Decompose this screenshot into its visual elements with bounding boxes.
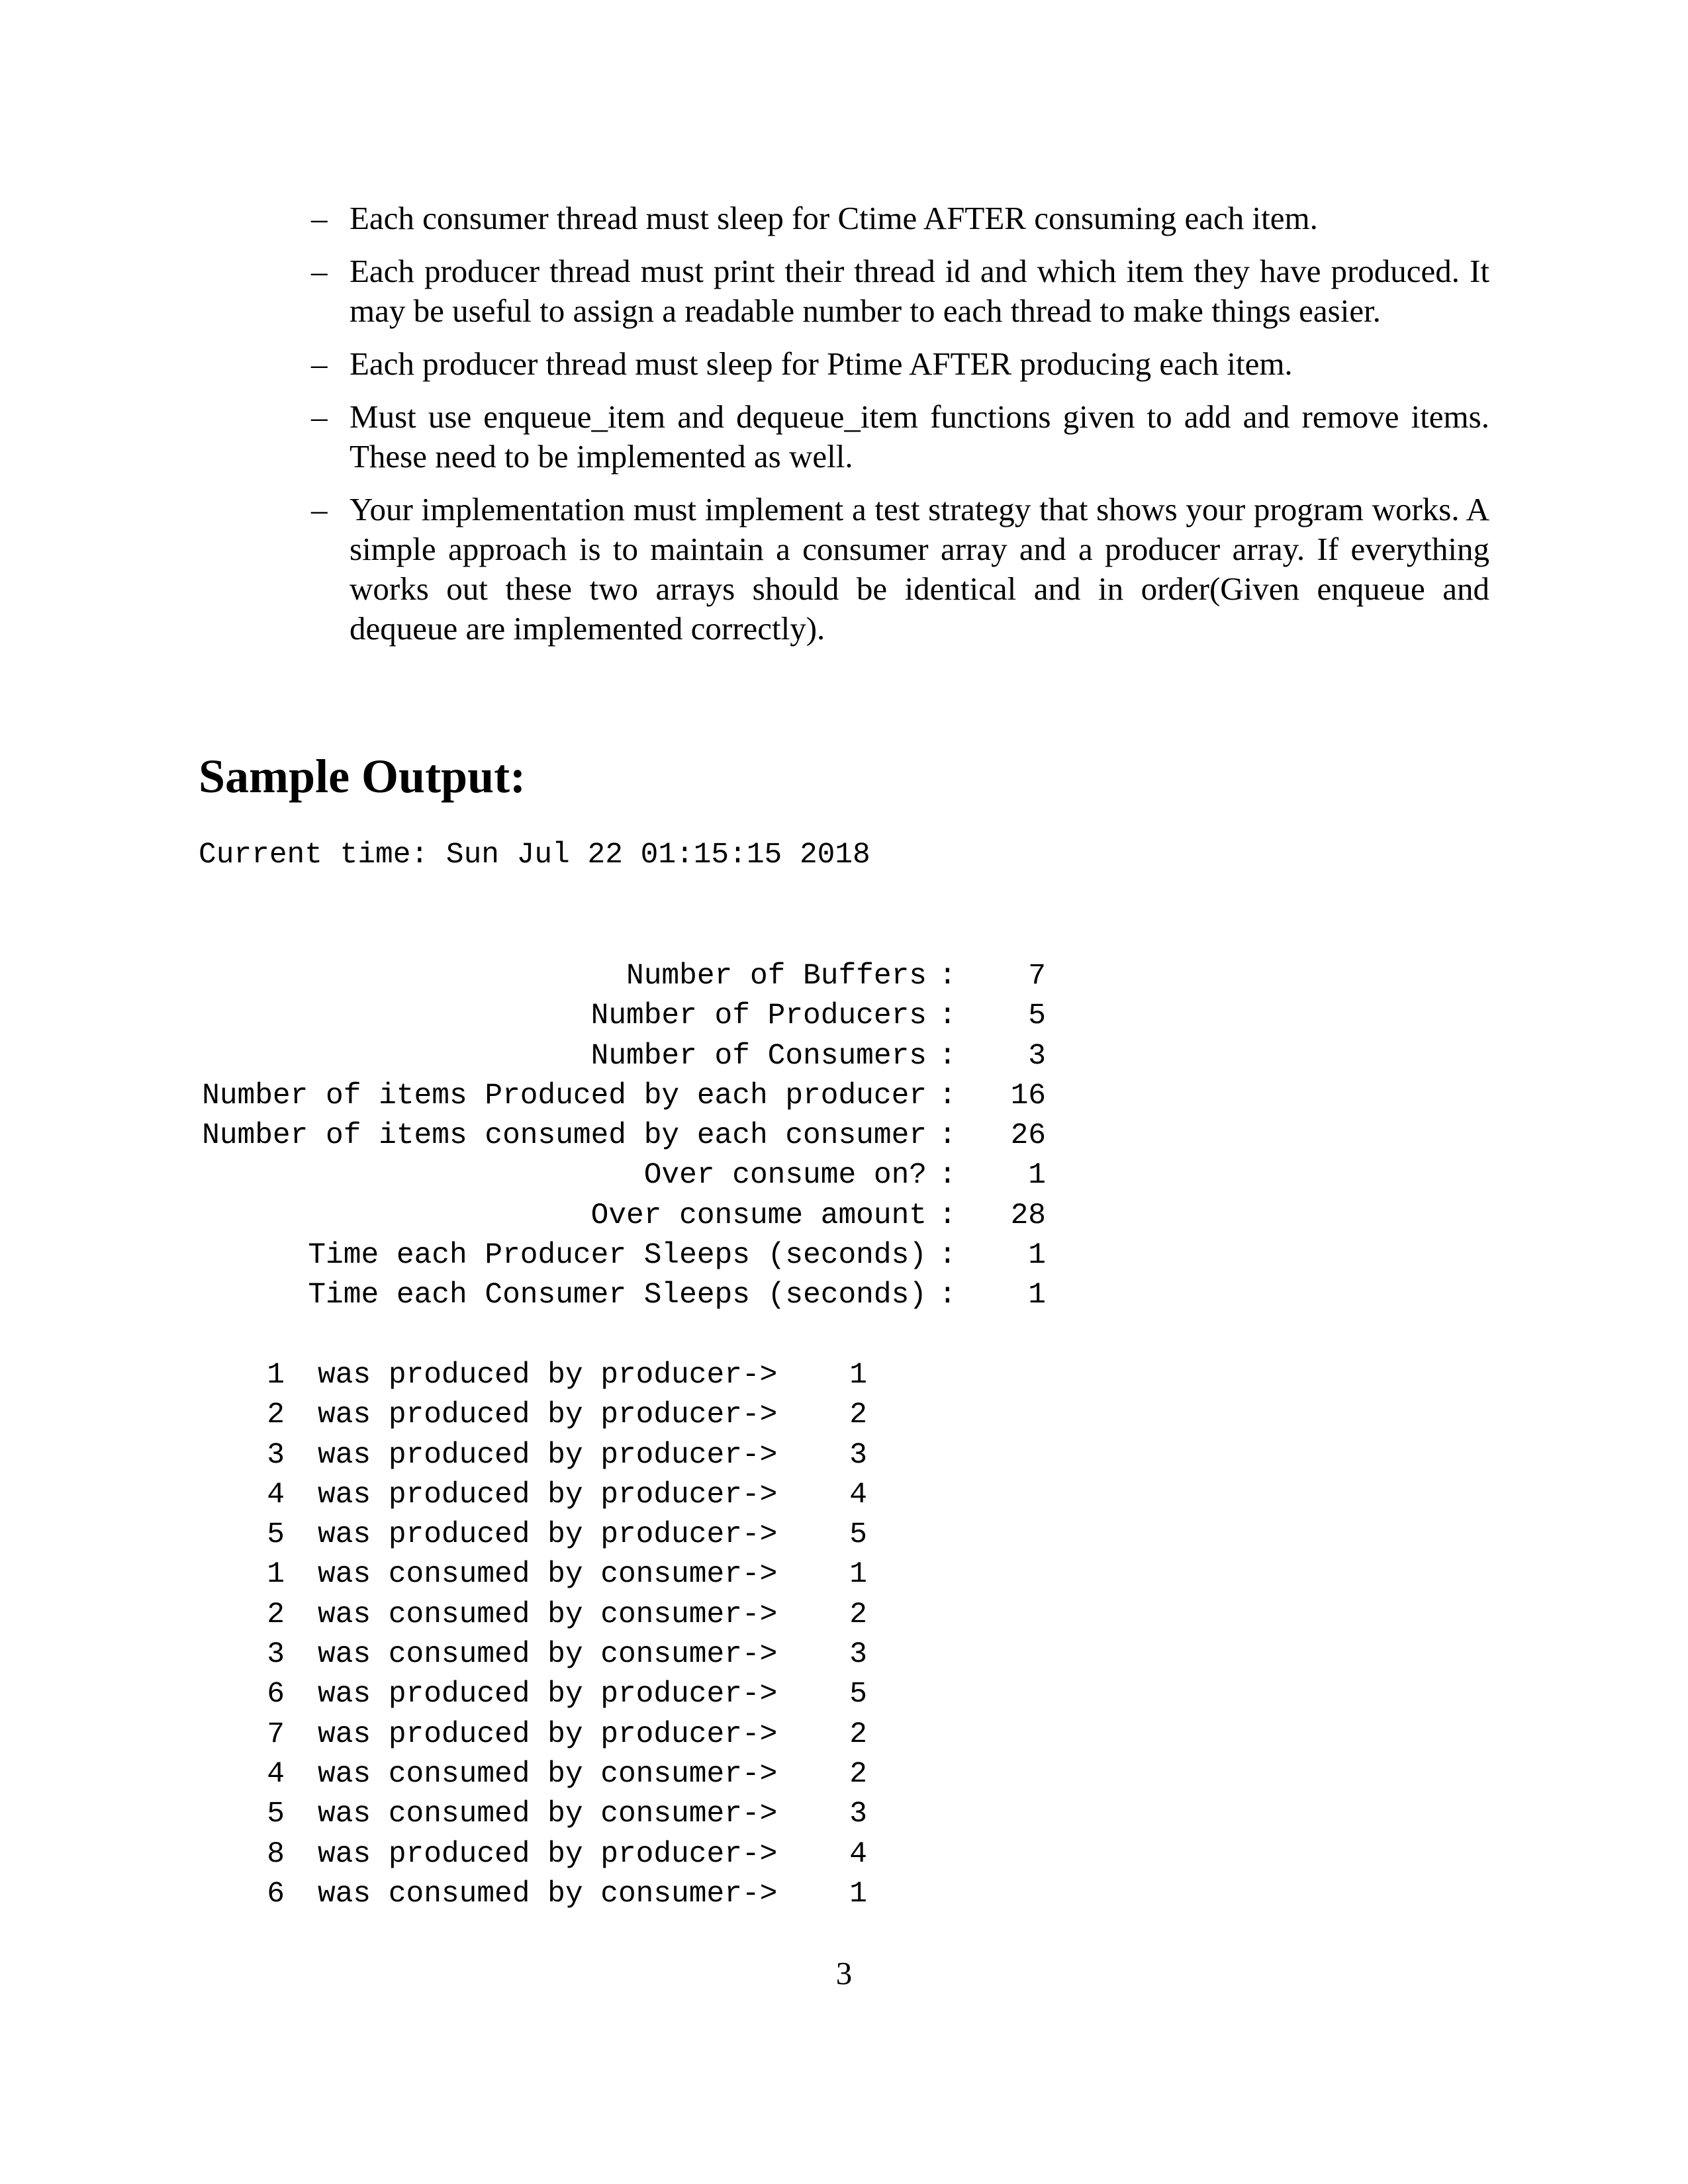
bullet-dash: – <box>311 345 328 382</box>
bullet-item <box>311 490 1489 649</box>
log-item-number: 3 <box>267 1638 285 1672</box>
setting-colon: : <box>939 960 957 993</box>
log-item-number: 3 <box>267 1438 285 1472</box>
setting-value: 1 <box>1028 1159 1046 1193</box>
setting-colon: : <box>939 1159 957 1193</box>
log-item-number: 8 <box>267 1837 285 1871</box>
log-thread-id: 1 <box>849 1359 867 1392</box>
log-item-number: 2 <box>267 1398 285 1432</box>
log-message: was produced by producer-> <box>318 1438 778 1472</box>
log-thread-id: 2 <box>849 1717 867 1751</box>
bullet-item <box>311 344 1489 384</box>
bullet-dash: – <box>311 253 328 289</box>
setting-label: Time each Producer Sleeps (seconds) <box>308 1239 927 1273</box>
setting-value: 5 <box>1028 999 1046 1033</box>
log-thread-id: 2 <box>849 1757 867 1791</box>
log-item-number: 4 <box>267 1478 285 1512</box>
log-thread-id: 2 <box>849 1398 867 1432</box>
log-item-number: 7 <box>267 1717 285 1751</box>
log-thread-id: 5 <box>849 1678 867 1711</box>
setting-value: 28 <box>1010 1199 1046 1232</box>
log-message: was produced by producer-> <box>318 1678 778 1711</box>
requirements-list <box>311 199 1489 662</box>
log-thread-id: 3 <box>849 1638 867 1672</box>
log-thread-id: 2 <box>849 1598 867 1631</box>
log-item-number: 1 <box>267 1359 285 1392</box>
log-message: was produced by producer-> <box>318 1359 778 1392</box>
setting-value: 16 <box>1010 1079 1046 1113</box>
setting-label: Time each Consumer Sleeps (seconds) <box>308 1279 927 1312</box>
log-thread-id: 1 <box>849 1877 867 1911</box>
log-item-number: 2 <box>267 1598 285 1631</box>
bullet-text: Your implementation must implement a test strategy that shows your program works. A simple approach is to maintain a consumer array and a producer array. If everything works out these two arrays should be identical and in order(Given enqueue and dequeue are implemented correctly). <box>350 491 1489 647</box>
page-number: 3 <box>835 1955 853 1991</box>
log-thread-id: 4 <box>849 1837 867 1871</box>
setting-colon: : <box>939 1039 957 1073</box>
log-thread-id: 4 <box>849 1478 867 1512</box>
setting-label: Number of Buffers <box>626 960 927 993</box>
setting-colon: : <box>939 1119 957 1153</box>
setting-label: Number of items Produced by each producer <box>202 1079 927 1113</box>
setting-colon: : <box>939 1279 957 1312</box>
log-message: was produced by producer-> <box>318 1837 778 1871</box>
setting-value: 3 <box>1028 1039 1046 1073</box>
log-thread-id: 5 <box>849 1518 867 1552</box>
log-item-number: 4 <box>267 1757 285 1791</box>
bullet-text: Must use enqueue_item and dequeue_item functions given to add and remove items. These need to be implemented as well. <box>350 398 1489 475</box>
log-message: was consumed by consumer-> <box>318 1598 778 1631</box>
log-item-number: 1 <box>267 1558 285 1592</box>
log-item-number: 5 <box>267 1797 285 1831</box>
bullet-dash: – <box>311 200 328 236</box>
log-item-number: 6 <box>267 1877 285 1911</box>
setting-colon: : <box>939 999 957 1033</box>
bullet-item <box>311 397 1489 477</box>
setting-value: 26 <box>1010 1119 1046 1153</box>
log-message: was produced by producer-> <box>318 1518 778 1552</box>
bullet-text: Each producer thread must print their thread id and which item they have produced. It may be useful to assign a readable number to each thread to make things easier. <box>350 253 1489 329</box>
bullet-text: Each consumer thread must sleep for Ctime AFTER consuming each item. <box>350 200 1318 236</box>
log-item-number: 5 <box>267 1518 285 1552</box>
setting-label: Number of items consumed by each consumer <box>202 1119 927 1153</box>
bullet-text: Each producer thread must sleep for Ptime AFTER producing each item. <box>350 345 1293 382</box>
setting-label: Over consume amount <box>590 1199 927 1232</box>
bullet-item <box>311 251 1489 331</box>
setting-label: Over consume on? <box>643 1159 927 1193</box>
setting-colon: : <box>939 1239 957 1273</box>
log-thread-id: 3 <box>849 1797 867 1831</box>
bullet-dash: – <box>311 491 328 527</box>
setting-value: 1 <box>1028 1239 1046 1273</box>
log-message: was consumed by consumer-> <box>318 1877 778 1911</box>
log-thread-id: 1 <box>849 1558 867 1592</box>
log-message: was consumed by consumer-> <box>318 1757 778 1791</box>
setting-colon: : <box>939 1079 957 1113</box>
bullet-item <box>311 199 1489 238</box>
setting-value: 7 <box>1028 960 1046 993</box>
log-item-number: 6 <box>267 1678 285 1711</box>
setting-value: 1 <box>1028 1279 1046 1312</box>
log-thread-id: 3 <box>849 1438 867 1472</box>
log-message: was produced by producer-> <box>318 1478 778 1512</box>
log-message: was produced by producer-> <box>318 1398 778 1432</box>
log-message: was consumed by consumer-> <box>318 1638 778 1672</box>
setting-colon: : <box>939 1199 957 1232</box>
section-title: Sample Output: <box>199 750 526 803</box>
log-message: was consumed by consumer-> <box>318 1797 778 1831</box>
current-time: Current time: Sun Jul 22 01:15:15 2018 <box>199 839 870 872</box>
setting-label: Number of Producers <box>590 999 927 1033</box>
setting-label: Number of Consumers <box>590 1039 927 1073</box>
log-message: was consumed by consumer-> <box>318 1558 778 1592</box>
log-message: was produced by producer-> <box>318 1717 778 1751</box>
bullet-dash: – <box>311 398 328 435</box>
